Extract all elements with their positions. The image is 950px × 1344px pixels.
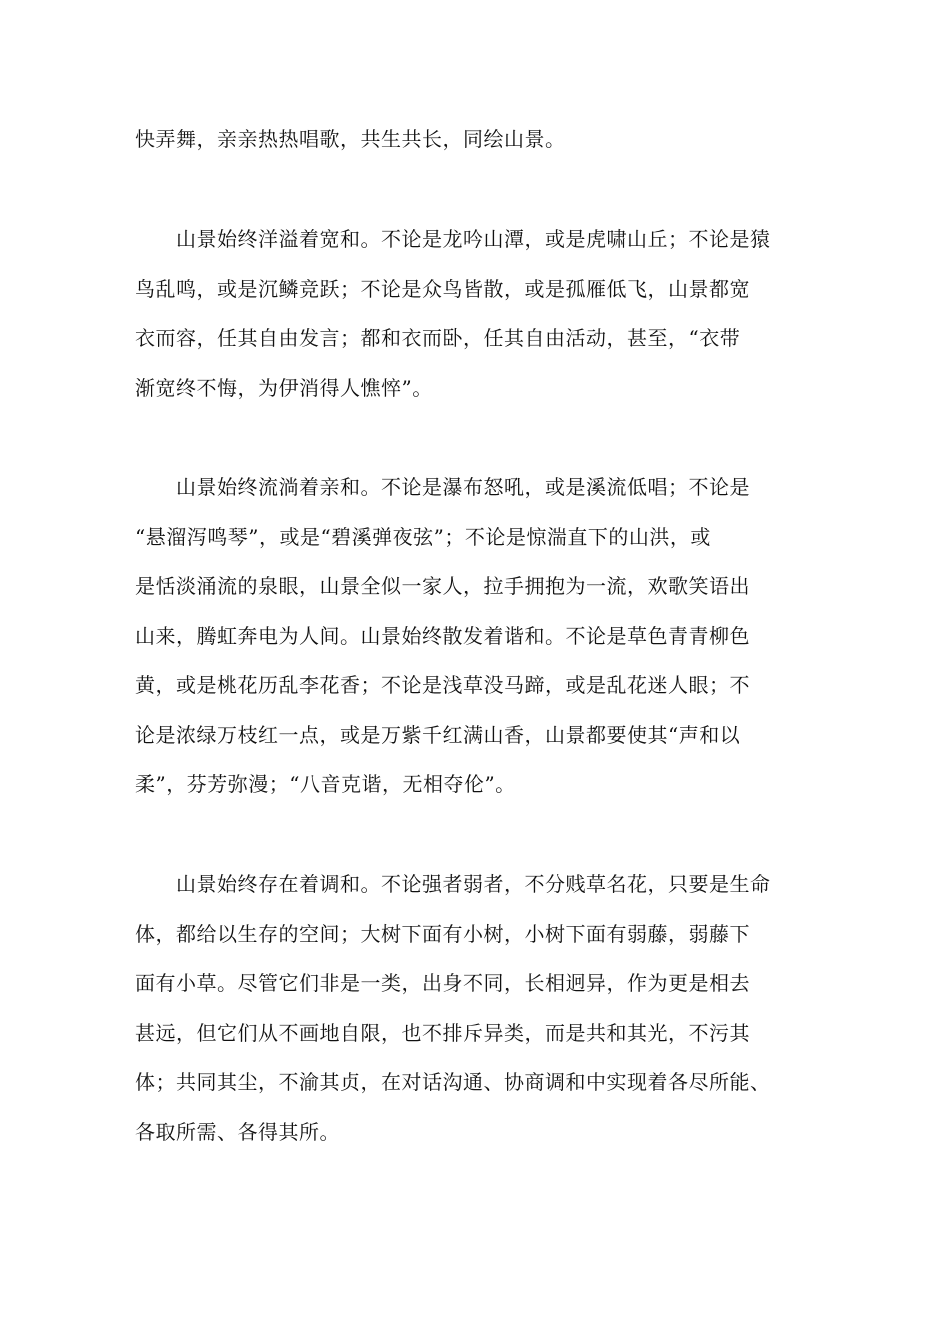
paragraph-line: 山景始终存在着调和。不论强者弱者，不分贱草名花，只要是生命 <box>135 872 771 896</box>
paragraph-line: 体；共同其尘，不渝其贞，在对话沟通、协商调和中实现着各尽所能、 <box>135 1070 771 1094</box>
paragraph-line: 体，都给以生存的空间；大树下面有小树，小树下面有弱藤，弱藤下 <box>135 921 750 946</box>
paragraph-line: 是恬淡涌流的泉眼，山景全似一家人，拉手拥抱为一流，欢歌笑语出 <box>135 574 750 598</box>
paragraph-line: 黄，或是桃花历乱李花香；不论是浅草没马蹄，或是乱花迷人眼；不 <box>135 673 750 697</box>
paragraph-line: 面有小草。尽管它们非是一类，出身不同，长相迥异，作为更是相去 <box>135 971 750 995</box>
paragraph-line: 山景始终洋溢着宽和。不论是龙吟山潭，或是虎啸山丘；不论是猿 <box>135 227 771 251</box>
paragraph-line: 鸟乱鸣，或是沉鳞竞跃；不论是众鸟皆散，或是孤雁低飞，山景都宽 <box>135 276 750 301</box>
paragraph-line: 论是浓绿万枝红一点，或是万紫千红满山香，山景都要使其“声和以 <box>135 722 741 747</box>
paragraph-line: 快弄舞，亲亲热热唱歌，共生共长，同绘山景。 <box>135 127 566 151</box>
paragraph-line: 各取所需、各得其所。 <box>135 1119 340 1144</box>
paragraph-line: 渐宽终不悔，为伊消得人憔悴”。 <box>135 375 433 400</box>
paragraph-line: 衣而容，任其自由发言；都和衣而卧，任其自由活动，甚至，“衣带 <box>135 326 741 350</box>
paragraph-line: “悬溜泻鸣琴”，或是“碧溪弹夜弦”；不论是惊湍直下的山洪，或 <box>135 524 711 549</box>
paragraph-line: 山来，腾虹奔电为人间。山景始终散发着谐和。不论是草色青青柳色 <box>135 623 750 648</box>
paragraph-line: 甚远，但它们从不画地自限，也不排斥异类，而是共和其光，不污其 <box>135 1020 750 1045</box>
paragraph-line: 柔”，芬芳弥漫；“八音克谐，无相夺伦”。 <box>135 772 516 796</box>
paragraph-3 <box>135 463 835 810</box>
paragraph-2 <box>135 215 835 413</box>
paragraph-4 <box>135 860 835 1157</box>
paragraph-1 <box>135 115 835 165</box>
paragraph-line: 山景始终流淌着亲和。不论是瀑布怒吼，或是溪流低唱；不论是 <box>135 475 750 499</box>
